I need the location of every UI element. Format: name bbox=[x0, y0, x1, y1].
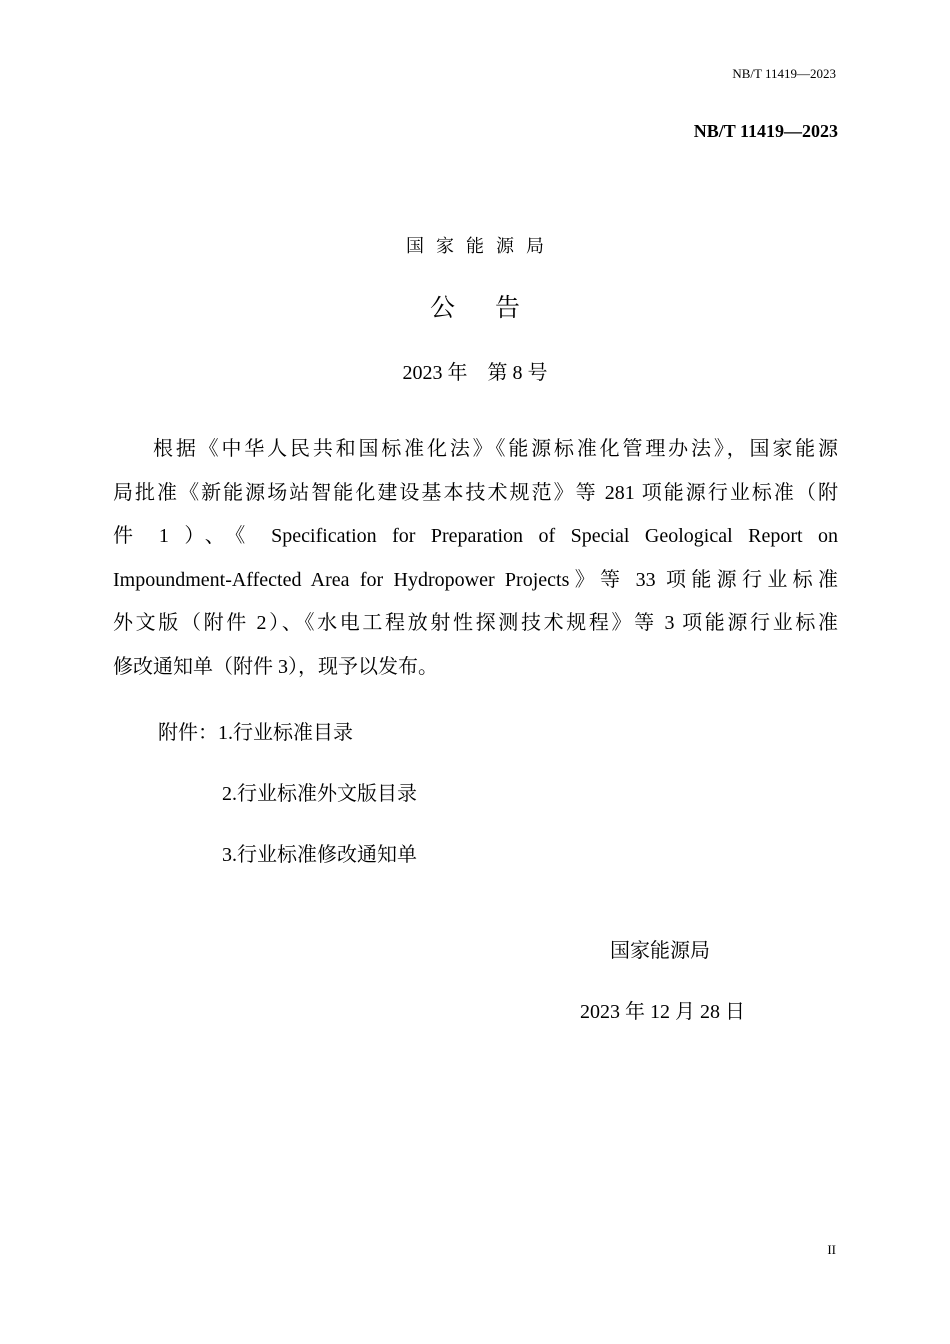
notice-number: 2023 年 第 8 号 bbox=[402, 362, 548, 384]
attachment-item-2: 2.行业标准外文版目录 bbox=[222, 783, 417, 805]
attachment-item-1: 1.行业标准目录 bbox=[218, 722, 353, 744]
body-line-5: 外文版（附件 2）、《水电工程放射性探测技术规程》等 3 项能源行业标准 bbox=[113, 612, 838, 634]
body-line-4: Impoundment-Affected Area for Hydropower Projects》等 33 项能源行业标准 bbox=[113, 568, 838, 591]
signature-date: 2023 年 12 月 28 日 bbox=[580, 1001, 745, 1023]
signature-org: 国家能源局 bbox=[610, 940, 710, 962]
attachments-label-row bbox=[158, 716, 353, 745]
issuer-heading: 国家能源局 bbox=[406, 236, 556, 257]
body-line-6: 修改通知单（附件 3），现予以发布。 bbox=[113, 655, 438, 678]
body-line-1: 根据《中华人民共和国标准化法》《能源标准化管理办法》，国家能源 bbox=[153, 438, 838, 460]
body-line-3: 件 1 ）、《 Specification for Preparation of Special Geological Report on bbox=[113, 525, 838, 547]
body-line-2: 局批准《新能源场站智能化建设基本技术规范》等 281 项能源行业标准（附 bbox=[113, 481, 838, 504]
attachment-item-3: 3.行业标准修改通知单 bbox=[222, 844, 417, 866]
notice-title: 公告 bbox=[429, 293, 560, 322]
notice-body bbox=[113, 428, 838, 689]
page-number: II bbox=[827, 1242, 836, 1257]
attachments-label: 附件： bbox=[158, 722, 218, 744]
document-code: NB/T 11419—2023 bbox=[693, 121, 838, 141]
running-header-code: NB/T 11419—2023 bbox=[732, 66, 836, 81]
